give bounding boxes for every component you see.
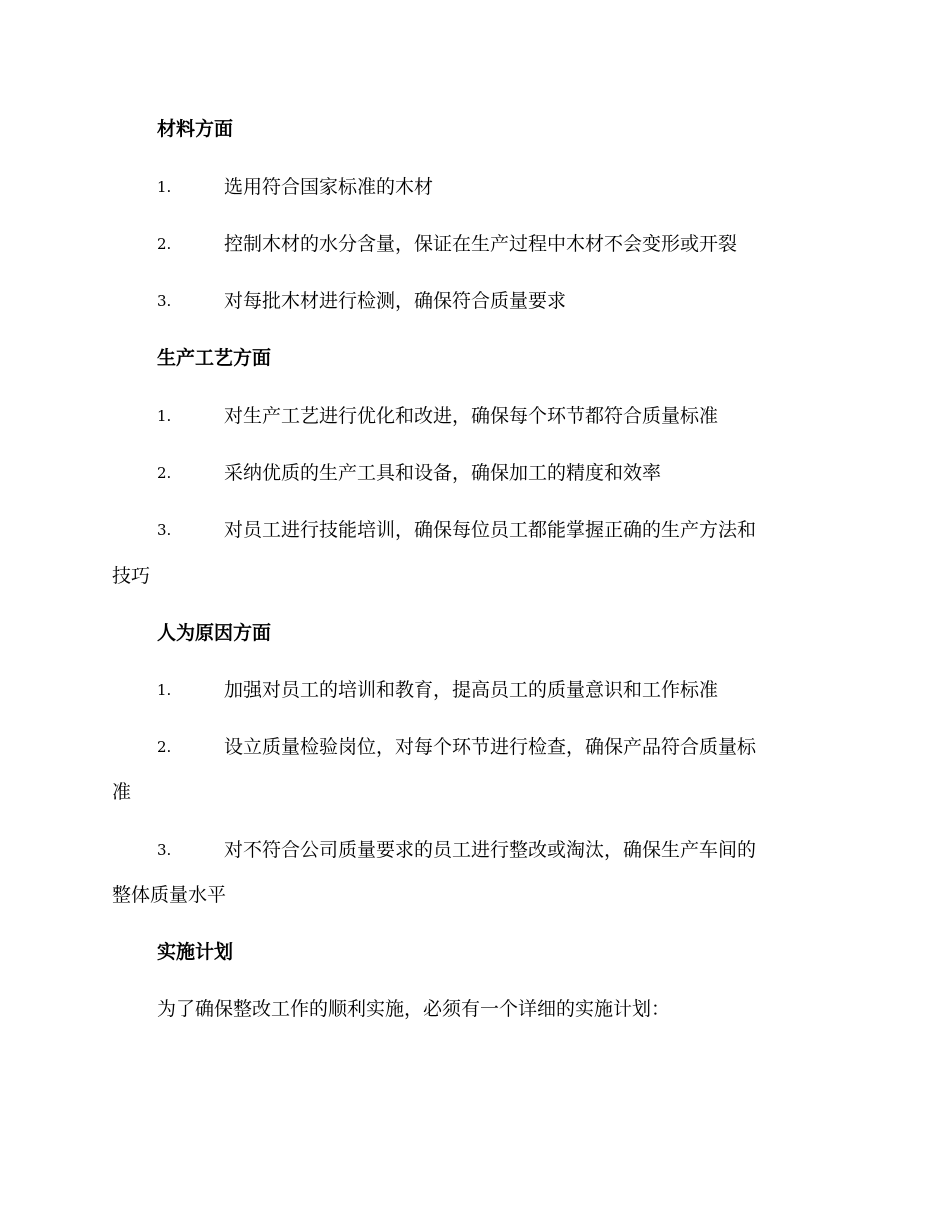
list-item-number: 3. (157, 521, 172, 539)
list-item-number: 2. (157, 738, 172, 756)
list-item-text: 设立质量检验岗位，对每个环节进行检查，确保产品符合质量标 (224, 736, 757, 758)
list-item-text: 选用符合国家标准的木材 (224, 176, 434, 198)
section-heading-process: 生产工艺方面 (157, 347, 272, 369)
list-item-number: 1. (157, 407, 172, 425)
list-item-text: 对每批木材进行检测，确保符合质量要求 (224, 290, 567, 312)
list-item-text: 对不符合公司质量要求的员工进行整改或淘汰，确保生产车间的 (224, 839, 757, 861)
section-heading-human: 人为原因方面 (157, 622, 272, 644)
list-item-number: 3. (157, 841, 172, 859)
list-item-text: 加强对员工的培训和教育，提高员工的质量意识和工作标准 (224, 679, 719, 701)
list-item-number: 1. (157, 681, 172, 699)
list-item-text-continuation: 准 (112, 781, 132, 803)
list-item-text: 采纳优质的生产工具和设备，确保加工的精度和效率 (224, 462, 662, 484)
list-item-text: 控制木材的水分含量，保证在生产过程中木材不会变形或开裂 (224, 233, 738, 255)
list-item-text: 对员工进行技能培训，确保每位员工都能掌握正确的生产方法和 (224, 519, 757, 541)
list-item-number: 1. (157, 178, 172, 196)
list-item-text: 对生产工艺进行优化和改进，确保每个环节都符合质量标准 (224, 405, 719, 427)
list-item-text-continuation: 整体质量水平 (112, 884, 227, 906)
plan-paragraph: 为了确保整改工作的顺利实施，必须有一个详细的实施计划： (157, 998, 671, 1020)
section-heading-materials: 材料方面 (157, 118, 234, 140)
section-heading-plan: 实施计划 (157, 941, 234, 963)
list-item-text-continuation: 技巧 (112, 565, 151, 587)
list-item-number: 3. (157, 292, 172, 310)
list-item-number: 2. (157, 464, 172, 482)
list-item-number: 2. (157, 235, 172, 253)
